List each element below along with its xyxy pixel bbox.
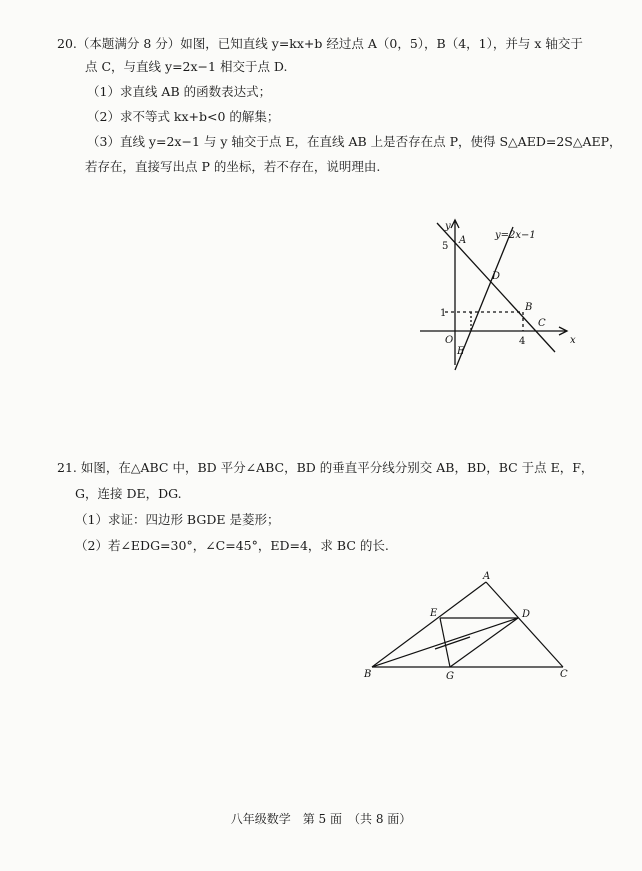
point-b: B [364, 669, 372, 680]
point-g: G [446, 671, 454, 682]
q20-line1: 20.（本题满分 8 分）如图，已知直线 y=kx+b 经过点 A（0，5），B（4，1），并与 x 轴交于 [57, 36, 583, 51]
label-x: x [570, 335, 576, 346]
point-c: C [538, 318, 546, 329]
point-e: E [457, 346, 465, 357]
point-c: C [560, 669, 568, 680]
segment-dg [450, 618, 518, 667]
q20-part3: （3）直线 y=2x−1 与 y 轴交于点 E，在直线 AB 上是否存在点 P，使得 S△AED=2S△AEP， [87, 134, 622, 149]
tick-1: 1 [440, 308, 447, 319]
q21-part2: （2）若∠EDG=30°，∠C=45°，ED=4，求 BC 的长. [75, 538, 389, 553]
point-a: A [459, 235, 467, 246]
q21-line2: G，连接 DE，DG. [75, 486, 182, 501]
q20-part2: （2）求不等式 kx+b<0 的解集； [87, 109, 280, 124]
label-line-2x-minus-1: y=2x−1 [495, 230, 536, 241]
page-footer: 八年级数学 第 5 面 （共 8 面） [230, 812, 412, 826]
q20-coordinate-figure [415, 215, 590, 375]
q20-line-last: 若存在，直接写出点 P 的坐标，若不存在，说明理由. [85, 159, 381, 174]
tick-4: 4 [519, 336, 526, 347]
point-d: D [522, 609, 531, 620]
segment-eg [440, 618, 450, 667]
point-d: D [492, 271, 501, 282]
q21-triangle-figure [360, 570, 580, 685]
point-a: A [483, 571, 491, 582]
q21-line1: 21. 如图，在△ABC 中，BD 平分∠ABC，BD 的垂直平分线分别交 AB，BD，BC 于点 E，F， [57, 460, 594, 475]
q20-part1: （1）求直线 AB 的函数表达式； [87, 84, 272, 99]
q20-line2: 点 C，与直线 y=2x−1 相交于点 D. [85, 59, 288, 74]
q21-part1: （1）求证：四边形 BGDE 是菱形； [75, 512, 280, 527]
perp-bisector [435, 637, 470, 649]
label-origin: O [445, 335, 454, 346]
side-ab [372, 582, 486, 667]
tick-5: 5 [442, 241, 449, 252]
point-b: B [525, 302, 533, 313]
point-e: E [430, 608, 438, 619]
label-y: y [445, 221, 451, 232]
